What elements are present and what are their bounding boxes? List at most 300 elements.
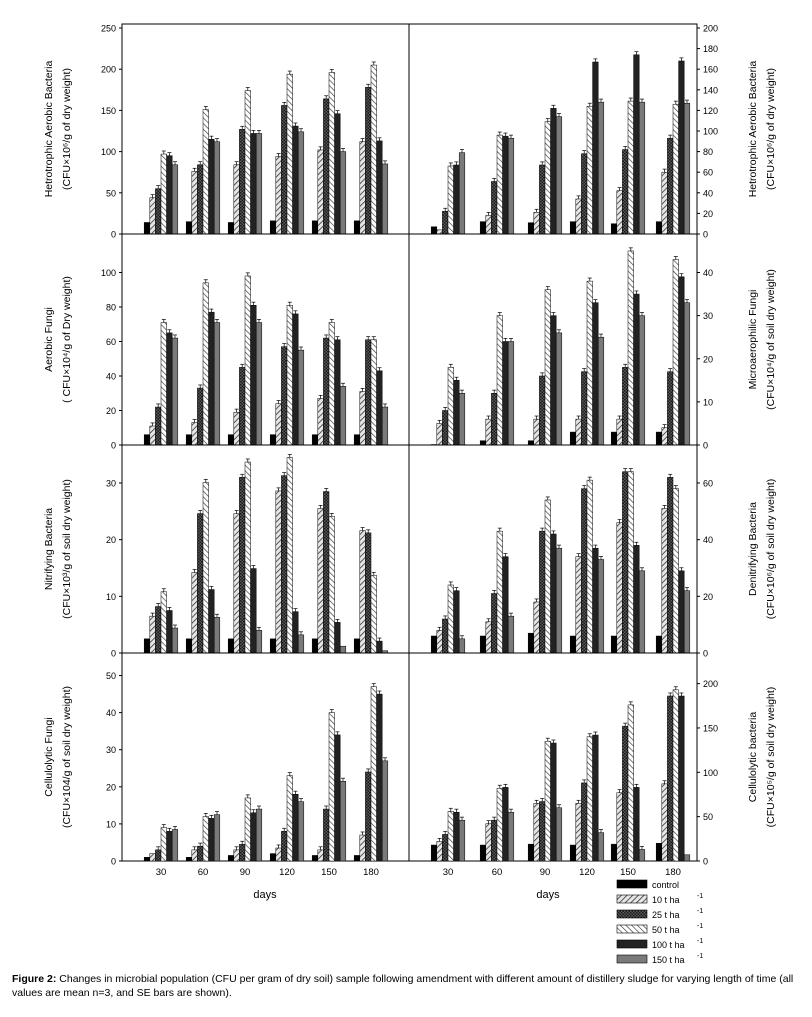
y-tick-label: 30 [105,745,116,756]
bar-p22-s5-c1 [508,342,514,446]
bar-p31-s0-c3 [270,639,276,653]
chart-panel-p32 [409,445,777,659]
bar-p11-s3-c5 [371,65,377,234]
bar-p42-s5-c0 [459,820,465,861]
y-tick-label: 60 [105,337,116,347]
y-tick-label: 200 [703,23,719,34]
bar-p11-s5-c0 [172,165,178,234]
bar-p12-s0-c5 [656,222,662,234]
bar-p41-s5-c0 [172,829,178,861]
bar-p21-s0-c1 [186,435,192,445]
bar-p22-s3-c1 [497,316,503,445]
bar-p32-s5-c5 [684,591,690,653]
bar-p32-s5-c2 [556,548,562,653]
y-tick-label: 0 [110,856,116,867]
bar-p12-s5-c5 [684,103,690,234]
bar-p22-s3-c2 [545,290,551,445]
x-tick-label: 30 [155,867,167,878]
bar-p22-s0-c4 [611,432,617,445]
bar-p42-s3-c5 [673,690,679,861]
bar-p32-s0-c5 [656,636,662,653]
bar-p21-s4-c5 [377,371,383,445]
bar-p21-s2-c0 [155,407,161,445]
bar-p41-s4-c3 [293,794,299,861]
bar-p12-s2-c3 [581,154,587,234]
y-axis-label: Hetrotrophic Aerobic Bacteria [43,60,55,198]
legend-label: 50 t ha [652,925,680,935]
bar-p22-s1-c2 [534,419,540,445]
bar-p31-s0-c4 [312,639,318,653]
bar-p31-s3-c1 [203,482,209,653]
y-tick-label: 160 [703,64,719,75]
legend-label: 150 t ha [652,955,685,965]
bar-p22-s1-c1 [486,419,492,445]
bar-p12-s3-c5 [673,104,679,234]
bar-p22-s0-c5 [656,432,662,445]
bar-p31-s2-c5 [365,533,371,653]
bar-p22-s0-c2 [528,441,534,445]
bar-p31-s4-c5 [377,641,383,653]
bar-p42-s5-c1 [508,812,514,861]
bar-p41-s5-c5 [382,761,388,861]
bar-p21-s5-c0 [172,338,178,445]
legend-swatch [617,895,647,903]
bar-p12-s3-c3 [587,106,593,234]
bar-p42-s0-c5 [656,843,662,861]
y-tick-label: 80 [105,302,116,313]
bar-p32-s1-c4 [617,523,623,653]
bar-p41-s0-c1 [186,857,192,861]
bar-p32-s4-c3 [593,548,599,653]
y-tick-label: 0 [703,440,709,451]
bar-p11-s5-c5 [382,164,388,234]
legend-superscript: -1 [697,908,704,915]
bar-p32-s2-c5 [667,477,673,653]
bar-p21-s2-c3 [281,347,287,445]
bar-p22-s2-c0 [442,411,448,446]
bar-p12-s4-c2 [551,108,557,234]
bar-p41-s1-c4 [318,850,324,861]
bar-p21-s2-c2 [239,367,245,445]
bar-p32-s2-c0 [442,619,448,653]
bar-p12-s5-c3 [598,102,604,234]
bar-p42-s2-c1 [491,820,497,861]
bar-p11-s2-c1 [197,165,203,234]
bar-p12-s4-c1 [503,136,509,234]
bar-p41-s0-c0 [144,857,150,861]
bar-p12-s1-c0 [437,230,443,234]
bar-p11-s1-c5 [360,142,366,234]
bar-p11-s1-c3 [276,157,282,234]
bar-p12-s0-c0 [431,227,437,234]
bar-p31-s1-c4 [318,509,324,654]
bar-p41-s4-c1 [209,818,215,861]
bar-p21-s5-c5 [382,407,388,445]
bar-p32-s4-c1 [503,557,509,653]
bar-p21-s5-c2 [256,323,262,445]
bar-p41-s2-c0 [155,850,161,861]
bar-p21-s0-c2 [228,435,234,445]
bar-p11-s4-c1 [209,139,215,234]
bar-p32-s0-c3 [570,636,576,653]
bar-p31-s1-c2 [234,514,240,653]
y-axis-unit-label: (CFU×10⁶/g of soil dry weight) [765,478,777,620]
bar-p31-s5-c1 [214,617,220,653]
y-tick-label: 120 [703,105,719,116]
legend-label: 10 t ha [652,895,680,905]
bar-p11-s2-c3 [281,105,287,234]
y-tick-label: 30 [105,478,116,489]
y-tick-label: 80 [703,147,714,158]
x-axis-title: days [253,889,277,901]
bar-p22-s5-c2 [556,333,562,445]
y-tick-label: 140 [703,85,719,96]
y-tick-label: 20 [703,208,714,219]
bar-p11-s1-c2 [234,165,240,234]
bar-p32-s1-c2 [534,602,540,653]
y-axis-label: Microaerophilic Fungi [747,289,759,390]
bar-p32-s4-c0 [454,591,460,653]
bar-p41-s4-c5 [377,694,383,861]
bar-p42-s3-c4 [628,705,634,861]
bar-p32-s5-c3 [598,560,604,654]
bar-p11-s4-c4 [335,114,341,234]
bar-p42-s3-c0 [448,811,454,861]
y-tick-label: 40 [703,188,714,199]
y-tick-label: 50 [105,188,116,199]
bar-p11-s3-c1 [203,110,209,234]
bar-p41-s0-c5 [354,855,360,861]
y-tick-label: 0 [110,440,116,451]
bar-p11-s0-c1 [186,222,192,234]
y-tick-label: 100 [100,147,116,158]
bar-p42-s2-c2 [539,802,545,861]
y-tick-label: 40 [105,708,116,719]
y-tick-label: 10 [105,819,116,830]
y-tick-label: 200 [100,64,116,75]
bar-p21-s4-c0 [167,333,173,445]
bar-p11-s3-c4 [329,72,335,234]
bar-p11-s5-c4 [340,152,346,234]
bar-p42-s3-c2 [545,741,551,861]
bar-p31-s2-c1 [197,514,203,653]
bar-p22-s5-c3 [598,337,604,445]
y-tick-label: 60 [703,167,714,178]
y-tick-label: 20 [105,406,116,416]
bar-p21-s2-c4 [323,338,329,445]
legend [617,880,703,965]
bar-p42-s5-c5 [684,855,690,861]
y-tick-label: 100 [703,767,719,778]
bar-p31-s4-c4 [335,622,341,653]
bar-p22-s0-c1 [480,441,486,445]
chart-panel-p22 [409,234,777,451]
legend-swatch [617,955,647,963]
bar-p31-s4-c1 [209,590,215,653]
y-tick-label: 40 [703,268,714,278]
bar-p41-s1-c0 [150,854,156,861]
bar-p22-s1-c4 [617,419,623,445]
legend-label: 100 t ha [652,940,685,950]
bar-p31-s1-c5 [360,531,366,653]
y-tick-label: 0 [110,229,116,240]
x-tick-label: 60 [197,867,209,878]
bar-p42-s1-c5 [662,784,668,861]
bar-p22-s1-c3 [576,419,582,445]
y-axis-unit-label: (CFU×104/g of soil dry weight) [61,685,73,829]
y-tick-label: 50 [703,812,714,823]
y-tick-label: 250 [100,23,116,34]
bar-p11-s1-c1 [192,171,198,234]
legend-swatch [617,925,647,933]
bar-p12-s1-c5 [662,172,668,234]
x-tick-label: 120 [579,867,595,878]
bar-p21-s2-c5 [365,340,371,445]
y-tick-label: 0 [703,229,709,240]
y-axis-unit-label: (CFU×10⁵/g of soil dry weight) [765,686,777,828]
bar-p11-s4-c3 [293,126,299,234]
bar-p11-s5-c3 [298,132,304,234]
bar-p22-s1-c0 [437,423,443,445]
bar-p32-s3-c3 [587,480,593,653]
bar-p31-s5-c3 [298,635,304,653]
bar-p12-s2-c1 [491,181,497,234]
y-tick-label: 10 [105,591,116,602]
bar-p31-s4-c2 [251,569,257,653]
bar-p31-s0-c5 [354,639,360,653]
bar-p32-s0-c2 [528,633,534,653]
y-tick-label: 50 [105,671,116,682]
bar-p31-s3-c0 [161,592,167,653]
bar-p22-s5-c0 [459,393,465,445]
bar-p31-s3-c2 [245,462,251,653]
bar-p42-s5-c2 [556,808,562,861]
bar-p22-s2-c5 [667,372,673,445]
y-tick-label: 40 [105,371,116,382]
bar-p31-s1-c1 [192,573,198,653]
bar-p41-s1-c5 [360,835,366,861]
legend-label: control [652,880,680,890]
bar-p21-s4-c3 [293,314,299,445]
legend-superscript: -1 [697,893,704,900]
bar-p12-s0-c2 [528,223,534,234]
bar-p11-s2-c2 [239,129,245,234]
bar-p42-s4-c1 [503,787,509,861]
x-tick-label: 120 [279,867,295,878]
bar-p21-s2-c1 [197,388,203,445]
bar-p21-s5-c4 [340,386,346,445]
bar-p12-s3-c1 [497,135,503,234]
bar-p21-s5-c3 [298,350,304,445]
chart-panel-p31 [43,445,409,659]
bar-p42-s3-c1 [497,788,503,861]
bar-p32-s3-c0 [448,585,454,653]
y-axis-label: Cellulolytic bacteria [747,711,759,803]
bar-p41-s3-c2 [245,798,251,861]
bar-p21-s0-c3 [270,435,276,445]
bar-p31-s1-c3 [276,491,282,653]
y-axis-unit-label: (CFU×10⁶/g of dry weight) [765,68,777,190]
chart-panel-p42 [409,653,777,867]
chart-panel-p12 [409,24,777,240]
bar-p12-s1-c1 [486,215,492,234]
bar-p41-s0-c4 [312,855,318,861]
bar-p42-s1-c0 [437,841,443,861]
bar-p21-s3-c3 [287,305,293,445]
bar-p21-s0-c4 [312,435,318,445]
bar-p22-s1-c5 [662,428,668,445]
bar-p12-s5-c0 [459,153,465,234]
bar-p21-s3-c0 [161,323,167,445]
legend-superscript: -1 [697,953,704,960]
bar-p21-s3-c2 [245,276,251,445]
bar-p22-s2-c2 [539,376,545,445]
bar-p41-s5-c4 [340,781,346,861]
bar-p42-s4-c4 [634,787,640,861]
bar-p12-s0-c3 [570,222,576,234]
bar-p22-s0-c3 [570,432,576,445]
bar-p11-s2-c5 [365,87,371,234]
bar-p42-s2-c4 [622,726,628,861]
figure-caption [12,972,802,1000]
bar-p21-s3-c4 [329,323,335,445]
bar-p11-s2-c0 [155,189,161,234]
bar-p42-s4-c0 [454,812,460,861]
bar-p12-s2-c0 [442,211,448,234]
bar-p21-s1-c0 [150,426,156,445]
bar-p42-s5-c4 [639,849,645,861]
y-axis-label: Hetrotrophic Aerobic Bacteria [747,60,759,198]
bar-p11-s5-c1 [214,142,220,234]
y-tick-label: 10 [703,397,714,408]
bar-p42-s2-c5 [667,696,673,861]
bar-p12-s0-c1 [480,222,486,234]
bar-p12-s3-c2 [545,122,551,234]
chart-panel-p11 [43,24,409,240]
y-axis-label: Cellulolytic Fungi [43,717,55,797]
bar-p42-s0-c1 [480,845,486,861]
bar-p22-s2-c4 [622,367,628,445]
bar-p32-s2-c3 [581,489,587,653]
bar-p32-s5-c0 [459,639,465,653]
bar-p31-s2-c3 [281,476,287,653]
bar-p12-s4-c0 [454,165,460,234]
legend-swatch [617,910,647,918]
bar-p42-s0-c2 [528,844,534,861]
bar-p12-s0-c4 [611,224,617,234]
y-tick-label: 40 [703,535,714,546]
y-tick-label: 30 [703,311,714,322]
bar-p31-s3-c4 [329,516,335,653]
bar-p21-s5-c1 [214,323,220,445]
bar-p31-s2-c4 [323,492,329,654]
bar-p22-s5-c4 [639,316,645,445]
bar-p31-s5-c0 [172,628,178,653]
bar-p42-s1-c3 [576,803,582,861]
y-tick-label: 150 [703,723,719,734]
legend-swatch [617,940,647,948]
bar-p22-s3-c5 [673,260,679,445]
bar-p22-s5-c5 [684,303,690,445]
bar-p21-s1-c2 [234,412,240,445]
x-tick-label: 90 [539,867,551,878]
y-tick-label: 20 [105,782,116,793]
bar-p32-s0-c4 [611,636,617,653]
bar-p32-s1-c3 [576,557,582,653]
bar-p21-s1-c1 [192,423,198,445]
bar-p22-s3-c4 [628,251,634,445]
bar-p31-s0-c2 [228,639,234,653]
bar-p42-s2-c0 [442,834,448,861]
y-tick-label: 60 [703,478,714,489]
bar-p31-s4-c3 [293,612,299,653]
bar-p41-s0-c2 [228,855,234,861]
bar-p11-s1-c4 [318,150,324,234]
bar-p32-s3-c1 [497,531,503,653]
bar-p32-s5-c4 [639,571,645,653]
bar-p11-s4-c5 [377,141,383,234]
x-tick-label: 180 [665,867,681,878]
bar-p11-s3-c3 [287,74,293,234]
bar-p12-s2-c5 [667,138,673,234]
bar-p41-s5-c2 [256,809,262,861]
y-axis-unit-label: (CFU×10⁶/g of dry weight) [61,68,73,190]
bar-p41-s1-c3 [276,848,282,861]
bar-p31-s0-c0 [144,639,150,653]
bar-p32-s4-c2 [551,534,557,653]
bar-p41-s4-c2 [251,813,257,861]
x-tick-label: 30 [442,867,454,878]
bar-p32-s3-c5 [673,489,679,653]
y-axis-label: Denitrifying Bacteria [747,502,759,596]
bar-p41-s5-c3 [298,802,304,861]
bar-p31-s0-c1 [186,639,192,653]
bar-p21-s1-c4 [318,398,324,445]
bar-p12-s2-c2 [539,165,545,234]
bar-p41-s4-c4 [335,735,341,861]
y-tick-label: 20 [703,354,714,365]
bar-p42-s1-c4 [617,793,623,861]
x-tick-label: 60 [491,867,503,878]
bar-p12-s1-c3 [576,199,582,234]
bar-p41-s1-c1 [192,850,198,861]
y-tick-label: 20 [703,591,714,602]
bar-p11-s0-c2 [228,222,234,234]
bar-p21-s3-c1 [203,283,209,445]
y-tick-label: 20 [105,535,116,546]
bar-p41-s2-c5 [365,772,371,861]
bar-p41-s2-c2 [239,844,245,861]
y-tick-label: 100 [703,126,719,137]
y-axis-label: Aerobic Fungi [43,307,55,372]
bar-p22-s4-c0 [454,380,460,445]
bar-p22-s3-c3 [587,281,593,445]
y-axis-label: Nitrifying Bacteria [43,507,55,591]
bar-p41-s0-c3 [270,854,276,861]
bar-p12-s4-c4 [634,55,640,234]
bar-p31-s2-c2 [239,477,245,653]
bar-p42-s2-c3 [581,783,587,861]
bar-p22-s4-c2 [551,316,557,445]
bar-p11-s0-c0 [144,222,150,234]
bar-p11-s4-c0 [167,156,173,234]
bar-p12-s2-c4 [622,150,628,234]
bar-p11-s5-c2 [256,133,262,234]
bar-p22-s4-c1 [503,342,509,446]
x-tick-label: 180 [363,867,379,878]
bar-p11-s4-c2 [251,133,257,234]
bar-p32-s1-c0 [437,630,443,653]
